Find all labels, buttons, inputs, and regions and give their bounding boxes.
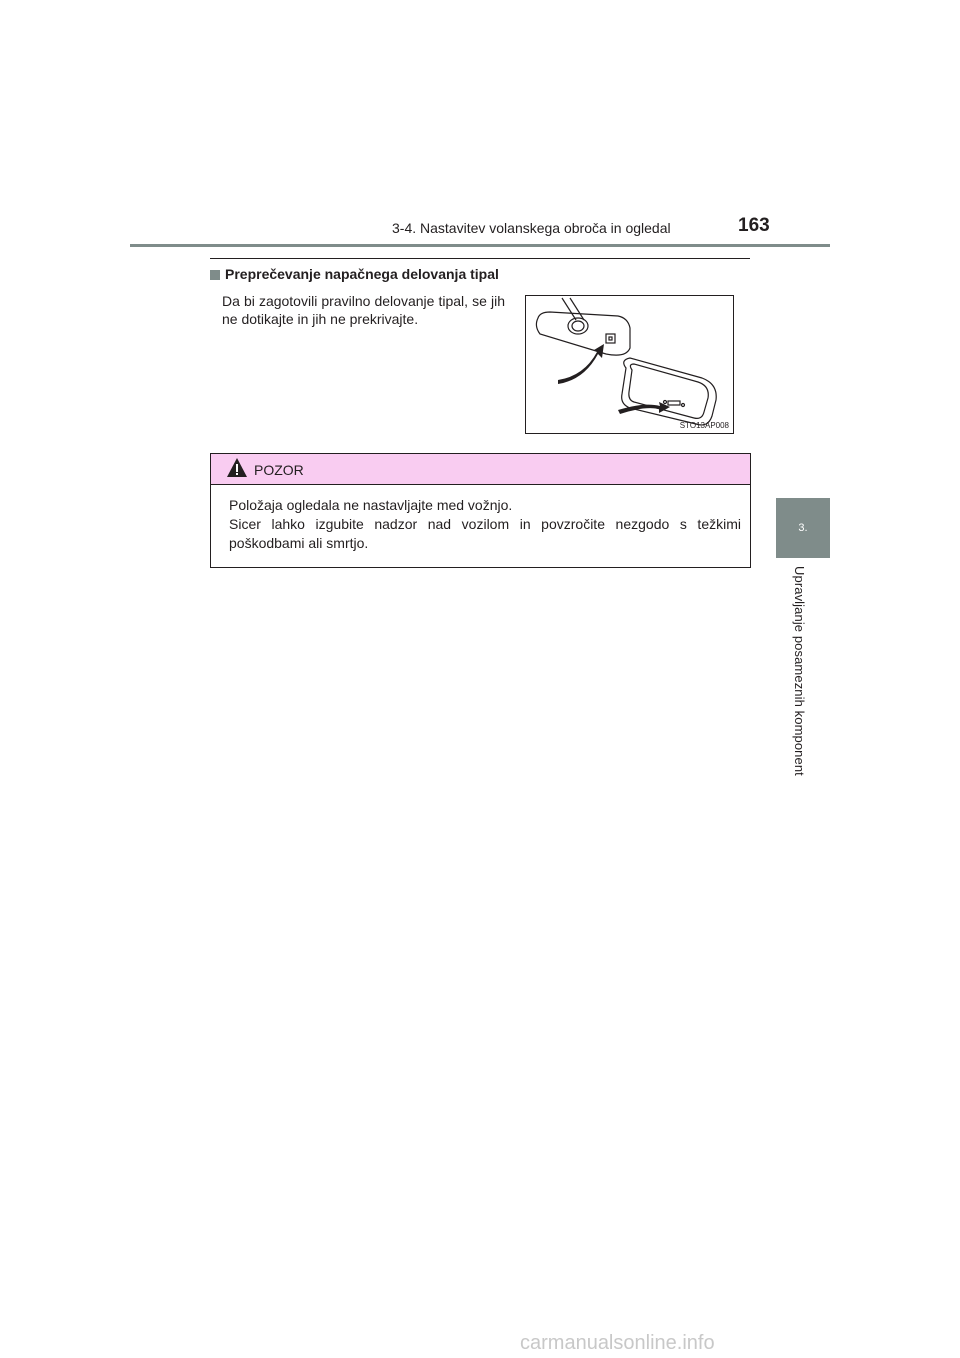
warning-box (210, 453, 751, 568)
section-heading-text: Preprečevanje napačnega delovanja tipal (225, 266, 499, 282)
section-heading (210, 266, 499, 282)
section-rule (210, 258, 750, 259)
page-number: 163 (738, 215, 770, 236)
square-bullet-icon (210, 270, 220, 280)
figure-code: STO13AP008 (679, 421, 729, 430)
rearview-mirror-illustration-icon (526, 296, 733, 433)
header-rule (130, 244, 830, 247)
header-title: 3-4. Nastavitev volanskega obroča in ogledal (392, 220, 671, 236)
section-body: Da bi zagotovili pravilno delovanje tipal, se jih ne dotikajte in jih ne prekrivajte. (222, 293, 505, 327)
warning-body (229, 496, 741, 553)
warning-title: POZOR (254, 462, 304, 478)
watermark: carmanualsonline.info (520, 1332, 715, 1354)
chapter-title: Upravljanje posameznih komponent (792, 566, 807, 776)
warning-header (211, 454, 750, 485)
mirror-figure (525, 295, 734, 434)
chapter-tab (776, 498, 830, 558)
warning-triangle-icon (226, 457, 248, 479)
warning-line-2: Sicer lahko izgubite nadzor nad vozilom in povzročite nezgodo s težkimi poškodbami ali smrtjo. (229, 516, 741, 551)
warning-line-1: Položaja ogledala ne nastavljajte med vožnjo. (229, 497, 513, 513)
chapter-number: 3. (798, 522, 808, 534)
